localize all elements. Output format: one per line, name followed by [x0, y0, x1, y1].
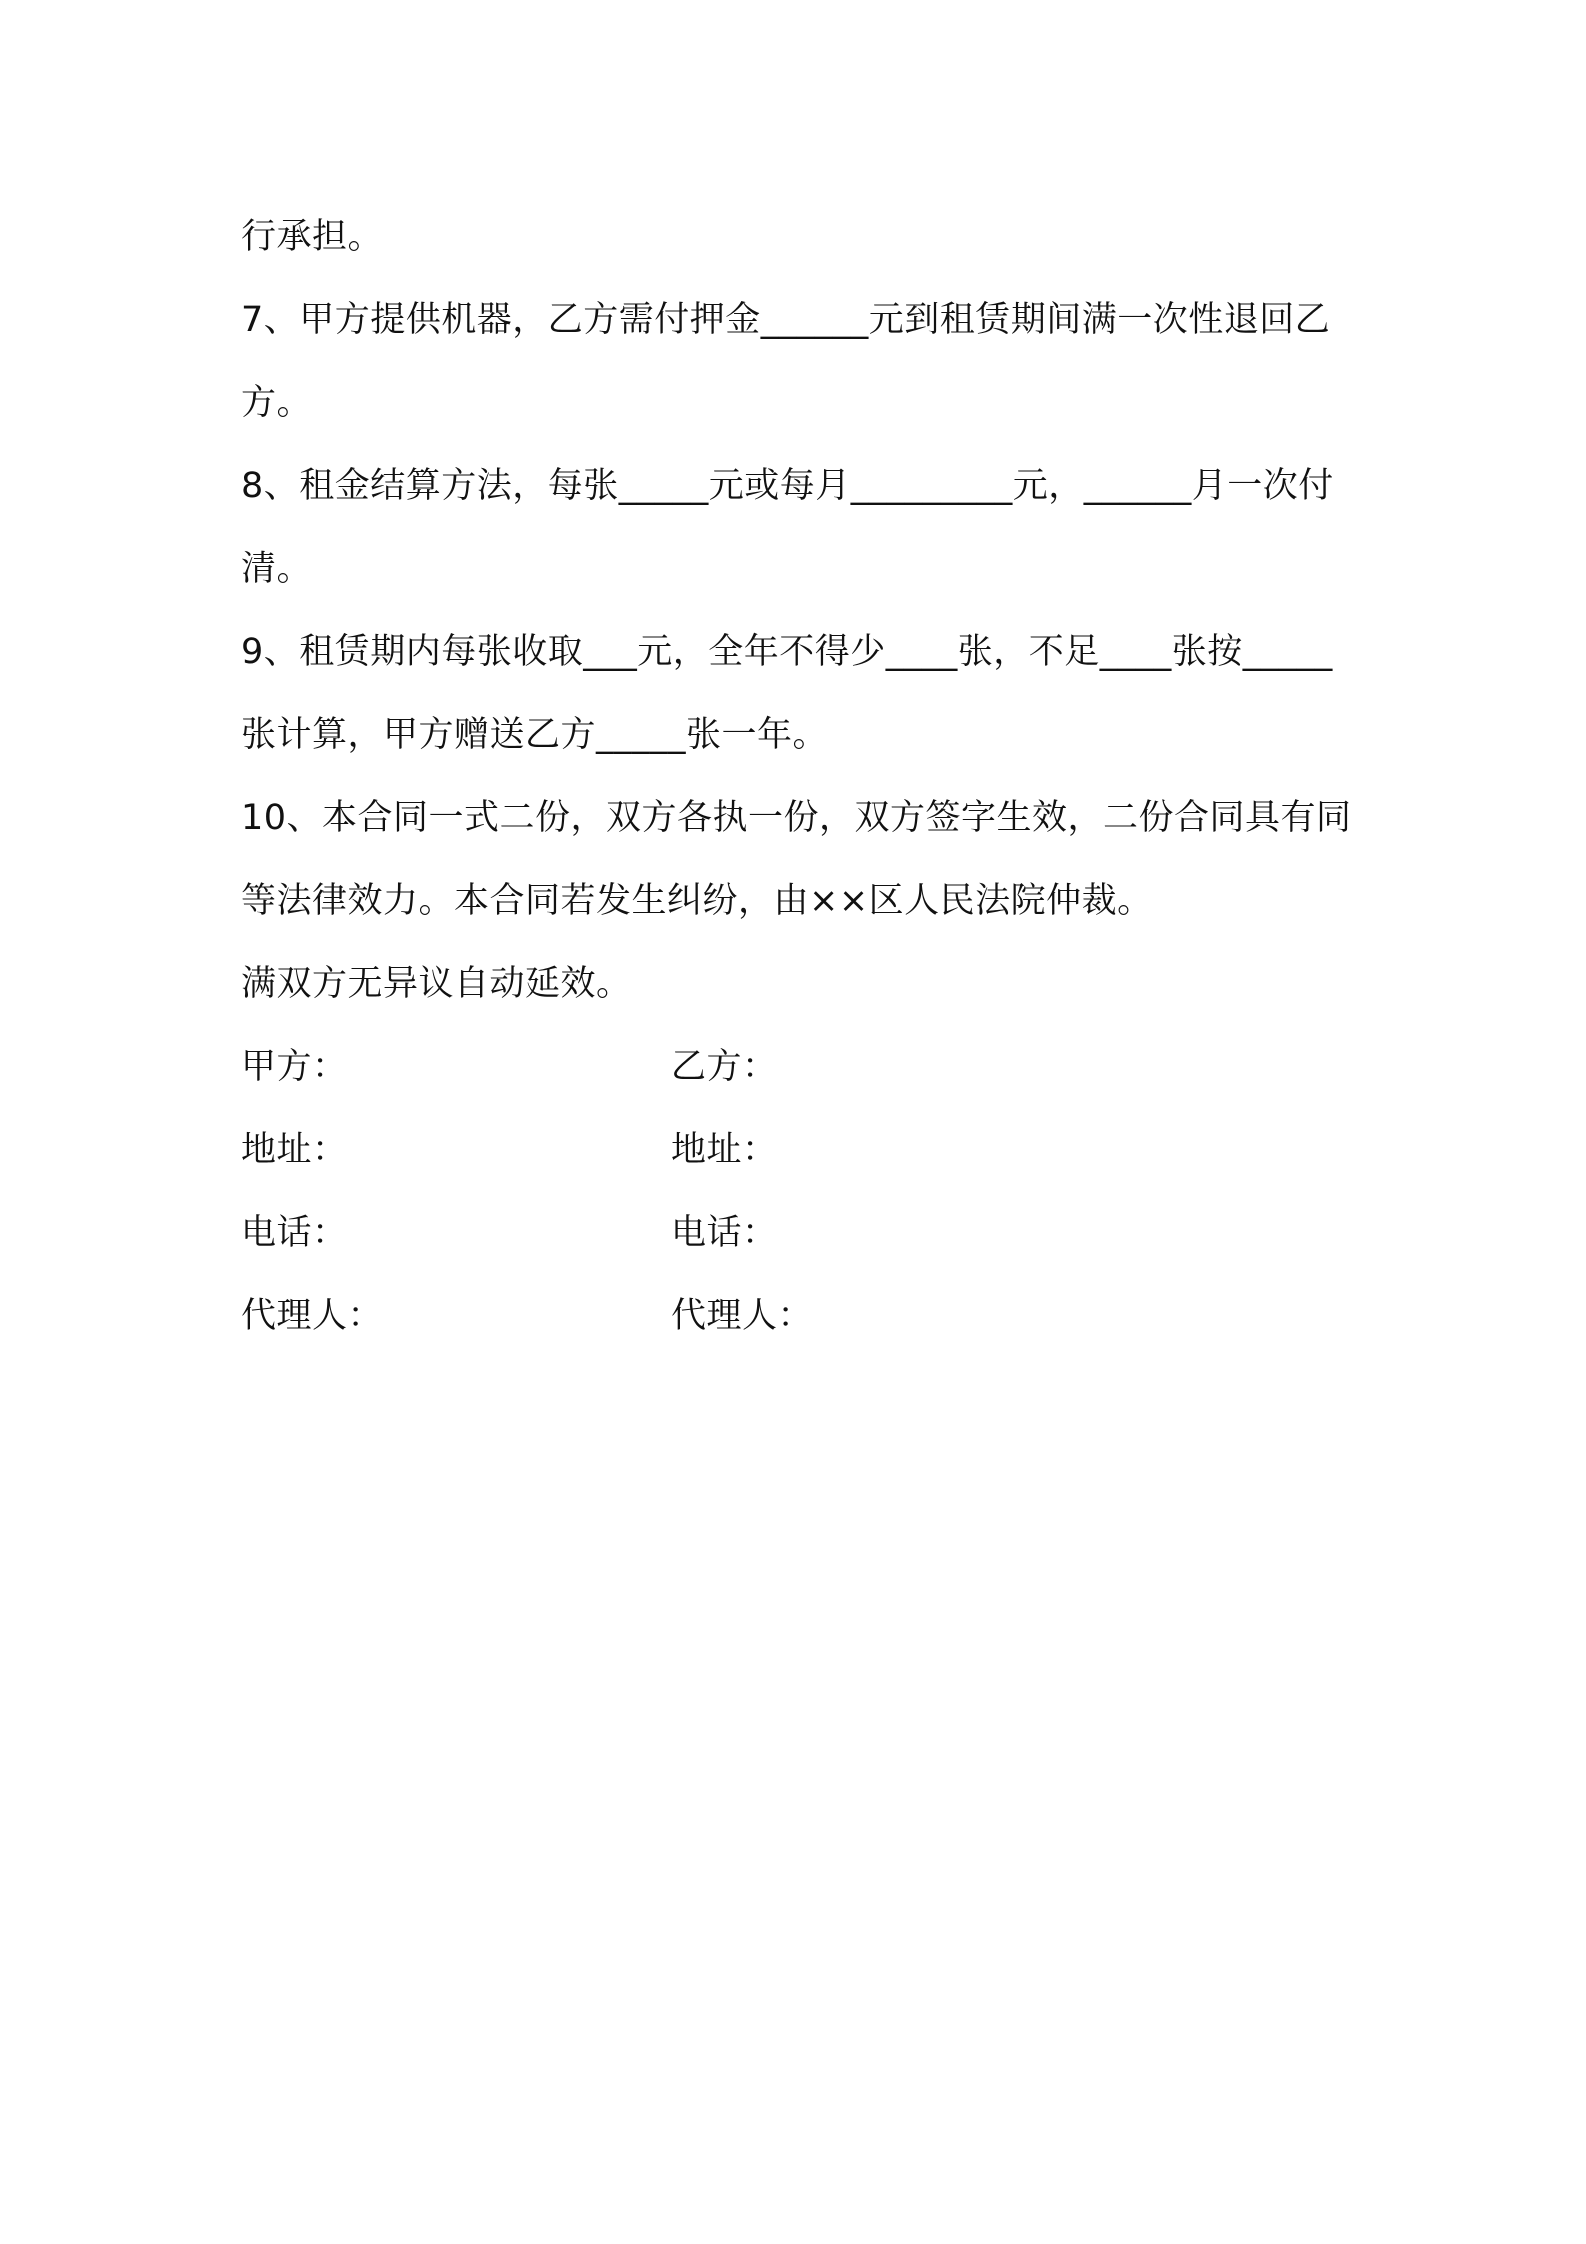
party-b-agent-label: 代理人： — [671, 1296, 814, 1336]
party-a-phone-label: 电话： — [241, 1213, 348, 1253]
party-a-address-label: 地址： — [241, 1130, 348, 1170]
contract-body — [241, 196, 1361, 1358]
paragraph-continuation: 行承担。 — [241, 217, 384, 257]
signature-row-party — [241, 1026, 1361, 1109]
clause-7-deposit: 7、甲方提供机器，乙方需付押金______元到租赁期间满一次性退回乙方。 — [241, 300, 1331, 423]
signature-row-agent — [241, 1275, 1361, 1358]
clause-8-rent-settlement: 8、租金结算方法，每张_____元或每月_________元，______月一次付清。 — [241, 466, 1334, 589]
signature-block — [241, 1026, 1361, 1358]
party-a-agent-label: 代理人： — [241, 1296, 384, 1336]
party-a-label: 甲方： — [241, 1047, 348, 1087]
party-b-address-label: 地址： — [671, 1130, 778, 1170]
party-b-label: 乙方： — [671, 1047, 778, 1087]
clause-9-per-sheet-charge: 9、租赁期内每张收取___元，全年不得少____张，不足____张按_____张计算，甲方赠送乙方_____张一年。 — [241, 632, 1333, 755]
clause-10-copies-and-disputes: 10、本合同一式二份，双方各执一份，双方签字生效，二份合同具有同等法律效力。本合同若发生纠纷，由××区人民法院仲裁。 — [241, 798, 1352, 921]
signature-row-phone — [241, 1192, 1361, 1275]
party-b-phone-label: 电话： — [671, 1213, 778, 1253]
auto-extension-note: 满双方无异议自动延效。 — [241, 964, 632, 1004]
signature-row-address — [241, 1109, 1361, 1192]
